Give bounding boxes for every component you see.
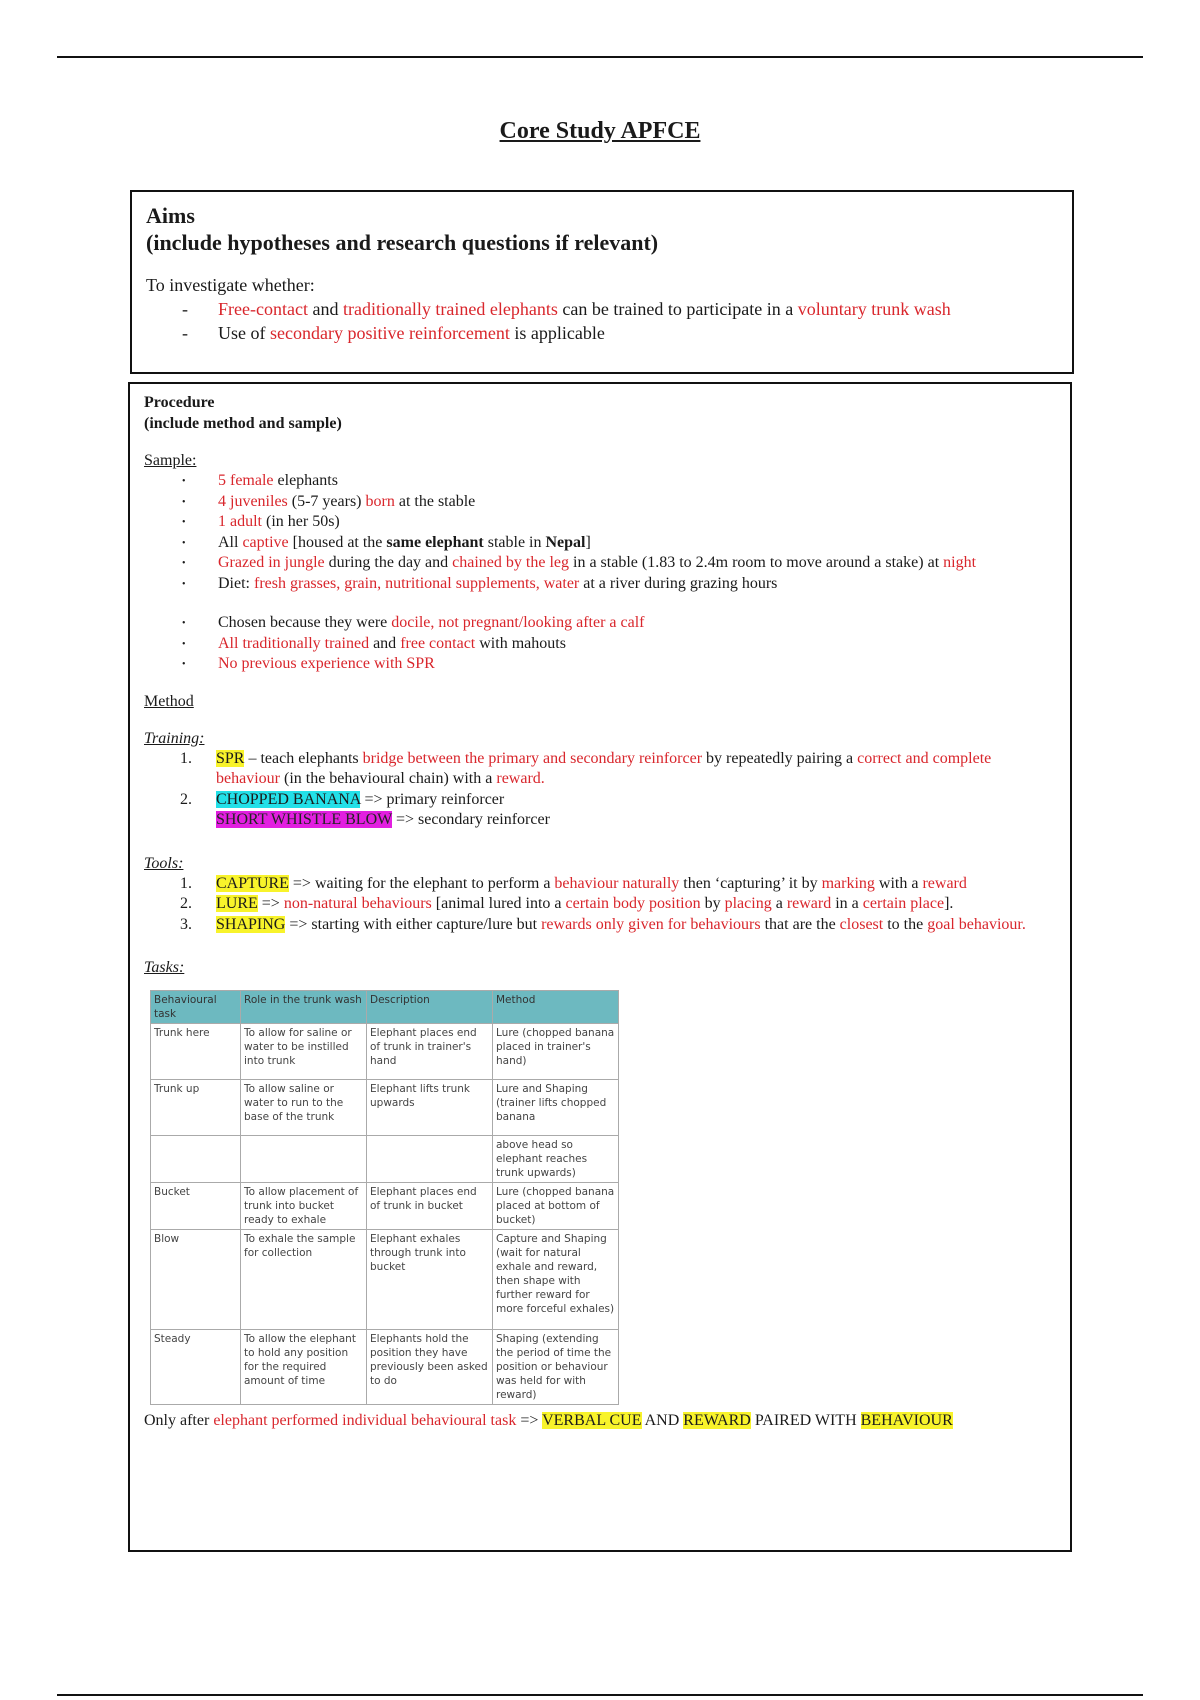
text: correct and complete behaviour xyxy=(216,749,992,787)
text: => primary reinforcer xyxy=(360,790,505,808)
table-cell: Lure (chopped banana placed in trainer's hand) xyxy=(493,1024,619,1080)
text: by repeatedly pairing a xyxy=(702,749,858,767)
table-cell: Shaping (extending the period of time the position or behaviour was held for with reward) xyxy=(493,1330,619,1405)
text: reward. xyxy=(496,770,545,787)
procedure-heading: Procedure xyxy=(144,394,215,411)
text: behaviour naturally xyxy=(554,874,680,892)
list-item xyxy=(180,915,1056,936)
bottom-rule xyxy=(57,1694,1143,1696)
text: CHOPPED BANANA xyxy=(216,790,361,808)
aims-text: traditionally trained elephants xyxy=(342,299,558,319)
text: (in her 50s) xyxy=(262,513,340,530)
text: PAIRED WITH xyxy=(750,1412,861,1429)
tasks-label: Tasks: xyxy=(144,959,185,976)
table-cell: Lure (chopped banana placed at bottom of bucket) xyxy=(493,1183,619,1230)
table-header: Behavioural task xyxy=(151,991,241,1024)
table-cell: Elephant places end of trunk in trainer's hand xyxy=(367,1024,493,1080)
text: stable in xyxy=(483,533,546,551)
text: night xyxy=(943,554,977,571)
text: AND xyxy=(641,1412,684,1429)
text: captive xyxy=(242,533,289,551)
table-cell: To allow placement of trunk into bucket ready to exhale xyxy=(241,1183,367,1230)
table-cell: To exhale the sample for collection xyxy=(241,1230,367,1330)
text: elephants xyxy=(273,472,338,489)
table-cell: Blow xyxy=(151,1230,241,1330)
list-number: 3. xyxy=(180,915,192,933)
list-item xyxy=(182,471,1056,492)
sample-list xyxy=(182,471,1056,594)
list-item xyxy=(180,790,1056,831)
aims-item xyxy=(182,321,1058,345)
text: Grazed in jungle xyxy=(218,554,325,571)
text: marking xyxy=(821,874,875,892)
table-cell xyxy=(241,1136,367,1183)
table-cell: Bucket xyxy=(151,1183,241,1230)
text: bridge between the primary and secondary reinforcer xyxy=(362,749,703,767)
selection-list xyxy=(182,613,1056,675)
list-item xyxy=(180,894,1056,915)
text: 1 adult xyxy=(218,513,262,530)
list-item xyxy=(182,512,1056,533)
table-row xyxy=(151,1183,619,1230)
text: ] xyxy=(585,533,591,551)
text: BEHAVIOUR xyxy=(860,1412,953,1429)
text: => starting with either capture/lure but xyxy=(285,915,542,933)
list-item xyxy=(182,533,1056,554)
text: 4 juveniles xyxy=(218,492,288,510)
list-item xyxy=(182,654,1056,675)
text: chained by the leg xyxy=(452,554,569,571)
text: [animal lured into a xyxy=(431,895,566,912)
text: placing xyxy=(724,895,772,912)
tools-label: Tools: xyxy=(144,854,184,872)
text: (in the behavioural chain) with a xyxy=(279,770,497,787)
text: to the xyxy=(883,915,928,933)
text: reward xyxy=(786,895,832,912)
training-label: Training: xyxy=(144,729,205,747)
aims-text: voluntary trunk wash xyxy=(797,299,951,319)
text: that are the xyxy=(760,915,840,933)
table-header-row xyxy=(151,991,619,1024)
text: certain place xyxy=(862,895,945,912)
text: => xyxy=(516,1412,543,1429)
table-header: Role in the trunk wash xyxy=(241,991,367,1024)
text: [housed at the xyxy=(288,533,387,551)
table-cell xyxy=(367,1136,493,1183)
text: REWARD xyxy=(683,1412,751,1429)
text: Diet: xyxy=(218,574,254,592)
table-row xyxy=(151,1080,619,1136)
text: fresh grasses, grain, nutritional supplements, water xyxy=(254,574,580,592)
list-number: 2. xyxy=(180,790,192,808)
table-header: Method xyxy=(493,991,619,1024)
method-label: Method xyxy=(144,692,194,710)
list-item xyxy=(182,492,1056,513)
list-item xyxy=(182,613,1056,634)
text: SPR xyxy=(216,749,245,767)
text: => secondary reinforcer xyxy=(391,811,550,828)
aims-heading: Aims xyxy=(146,203,195,228)
table-cell xyxy=(151,1136,241,1183)
text: closest xyxy=(839,915,884,933)
text: Chosen because they were xyxy=(218,614,392,631)
page-title: Core Study APFCE xyxy=(499,118,701,144)
aims-text: and xyxy=(307,299,343,319)
text: docile, not pregnant/looking after a calf xyxy=(391,614,645,631)
list-number: 1. xyxy=(180,749,192,767)
procedure-box xyxy=(128,382,1072,1552)
aims-text: can be trained to participate in a xyxy=(557,299,798,319)
text: in a xyxy=(831,895,863,912)
text: certain body position xyxy=(565,895,701,912)
text: – teach elephants xyxy=(244,749,363,767)
text: goal behaviour. xyxy=(927,915,1026,933)
table-cell: Trunk here xyxy=(151,1024,241,1080)
text: VERBAL CUE xyxy=(542,1412,642,1429)
text: All xyxy=(218,533,243,551)
list-item xyxy=(182,634,1056,655)
text: with a xyxy=(874,874,923,892)
text: during the day and xyxy=(324,554,453,571)
aims-text: secondary positive reinforcement xyxy=(270,323,510,343)
list-number: 2. xyxy=(180,895,192,912)
aims-text: is applicable xyxy=(509,323,605,343)
text: a xyxy=(771,895,787,912)
table-cell: To allow the elephant to hold any position for the required amount of time xyxy=(241,1330,367,1405)
aims-subheading: (include hypotheses and research questions if relevant) xyxy=(146,230,659,255)
tools-list xyxy=(180,874,1056,936)
text: Only after xyxy=(144,1412,214,1429)
table-row xyxy=(151,1230,619,1330)
text: elephant performed individual behavioural task xyxy=(213,1412,517,1429)
table-cell: Steady xyxy=(151,1330,241,1405)
text: => xyxy=(257,895,284,912)
list-item xyxy=(180,749,1056,790)
text: free contact xyxy=(400,634,476,652)
list-item xyxy=(180,874,1056,895)
aims-text: Use of xyxy=(218,323,270,343)
aims-text: Free-contact xyxy=(218,299,308,319)
text: at a river during grazing hours xyxy=(579,574,778,592)
top-rule xyxy=(57,56,1143,58)
text: 5 female xyxy=(218,472,274,489)
table-cell: Elephants hold the position they have previously been asked to do xyxy=(367,1330,493,1405)
text: and xyxy=(369,634,401,652)
table-row xyxy=(151,1330,619,1405)
text: All traditionally trained xyxy=(218,634,370,652)
text: No previous experience with SPR xyxy=(218,655,435,672)
table-cell: Elephant exhales through trunk into bucket xyxy=(367,1230,493,1330)
list-item xyxy=(182,574,1056,595)
text: rewards only given for behaviours xyxy=(541,915,761,933)
text: ]. xyxy=(944,895,954,912)
text: by xyxy=(700,895,725,912)
tasks-table xyxy=(150,990,619,1405)
list-number: 1. xyxy=(180,874,192,892)
aims-list xyxy=(182,297,1058,345)
final-note xyxy=(144,1411,1056,1431)
table-cell: Lure and Shaping (trainer lifts chopped banana xyxy=(493,1080,619,1136)
text: CAPTURE xyxy=(216,874,289,892)
aims-item xyxy=(182,297,1058,321)
procedure-subheading: (include method and sample) xyxy=(144,415,342,432)
text: non-natural behaviours xyxy=(283,895,432,912)
table-cell: Capture and Shaping (wait for natural exhale and reward, then shape with further reward for more forceful exhales) xyxy=(493,1230,619,1330)
text: in a stable (1.83 to 2.4m room to move around a stake) at xyxy=(569,554,944,571)
sample-label: Sample: xyxy=(144,452,197,469)
table-row xyxy=(151,1136,619,1183)
table-cell: To allow for saline or water to be instilled into trunk xyxy=(241,1024,367,1080)
list-item xyxy=(182,553,1056,574)
text: then ‘capturing’ it by xyxy=(679,874,822,892)
table-header: Description xyxy=(367,991,493,1024)
table-cell: To allow saline or water to run to the base of the trunk xyxy=(241,1080,367,1136)
table-cell: above head so elephant reaches trunk upwards) xyxy=(493,1136,619,1183)
text: LURE xyxy=(216,895,258,912)
text: born xyxy=(365,492,395,510)
table-row xyxy=(151,1024,619,1080)
text: reward xyxy=(922,874,967,892)
training-list xyxy=(180,749,1056,831)
table-cell: Trunk up xyxy=(151,1080,241,1136)
table-cell: Elephant lifts trunk upwards xyxy=(367,1080,493,1136)
table-cell: Elephant places end of trunk in bucket xyxy=(367,1183,493,1230)
text: SHORT WHISTLE BLOW xyxy=(216,811,392,828)
text: (5-7 years) xyxy=(287,492,366,510)
text: at the stable xyxy=(394,492,476,510)
text: => waiting for the elephant to perform a xyxy=(288,874,555,892)
text: SHAPING xyxy=(216,915,286,933)
aims-intro: To investigate whether: xyxy=(146,275,315,295)
text: with mahouts xyxy=(475,634,566,652)
aims-box xyxy=(130,190,1074,374)
text: Nepal xyxy=(545,533,586,551)
text: same elephant xyxy=(386,533,484,551)
